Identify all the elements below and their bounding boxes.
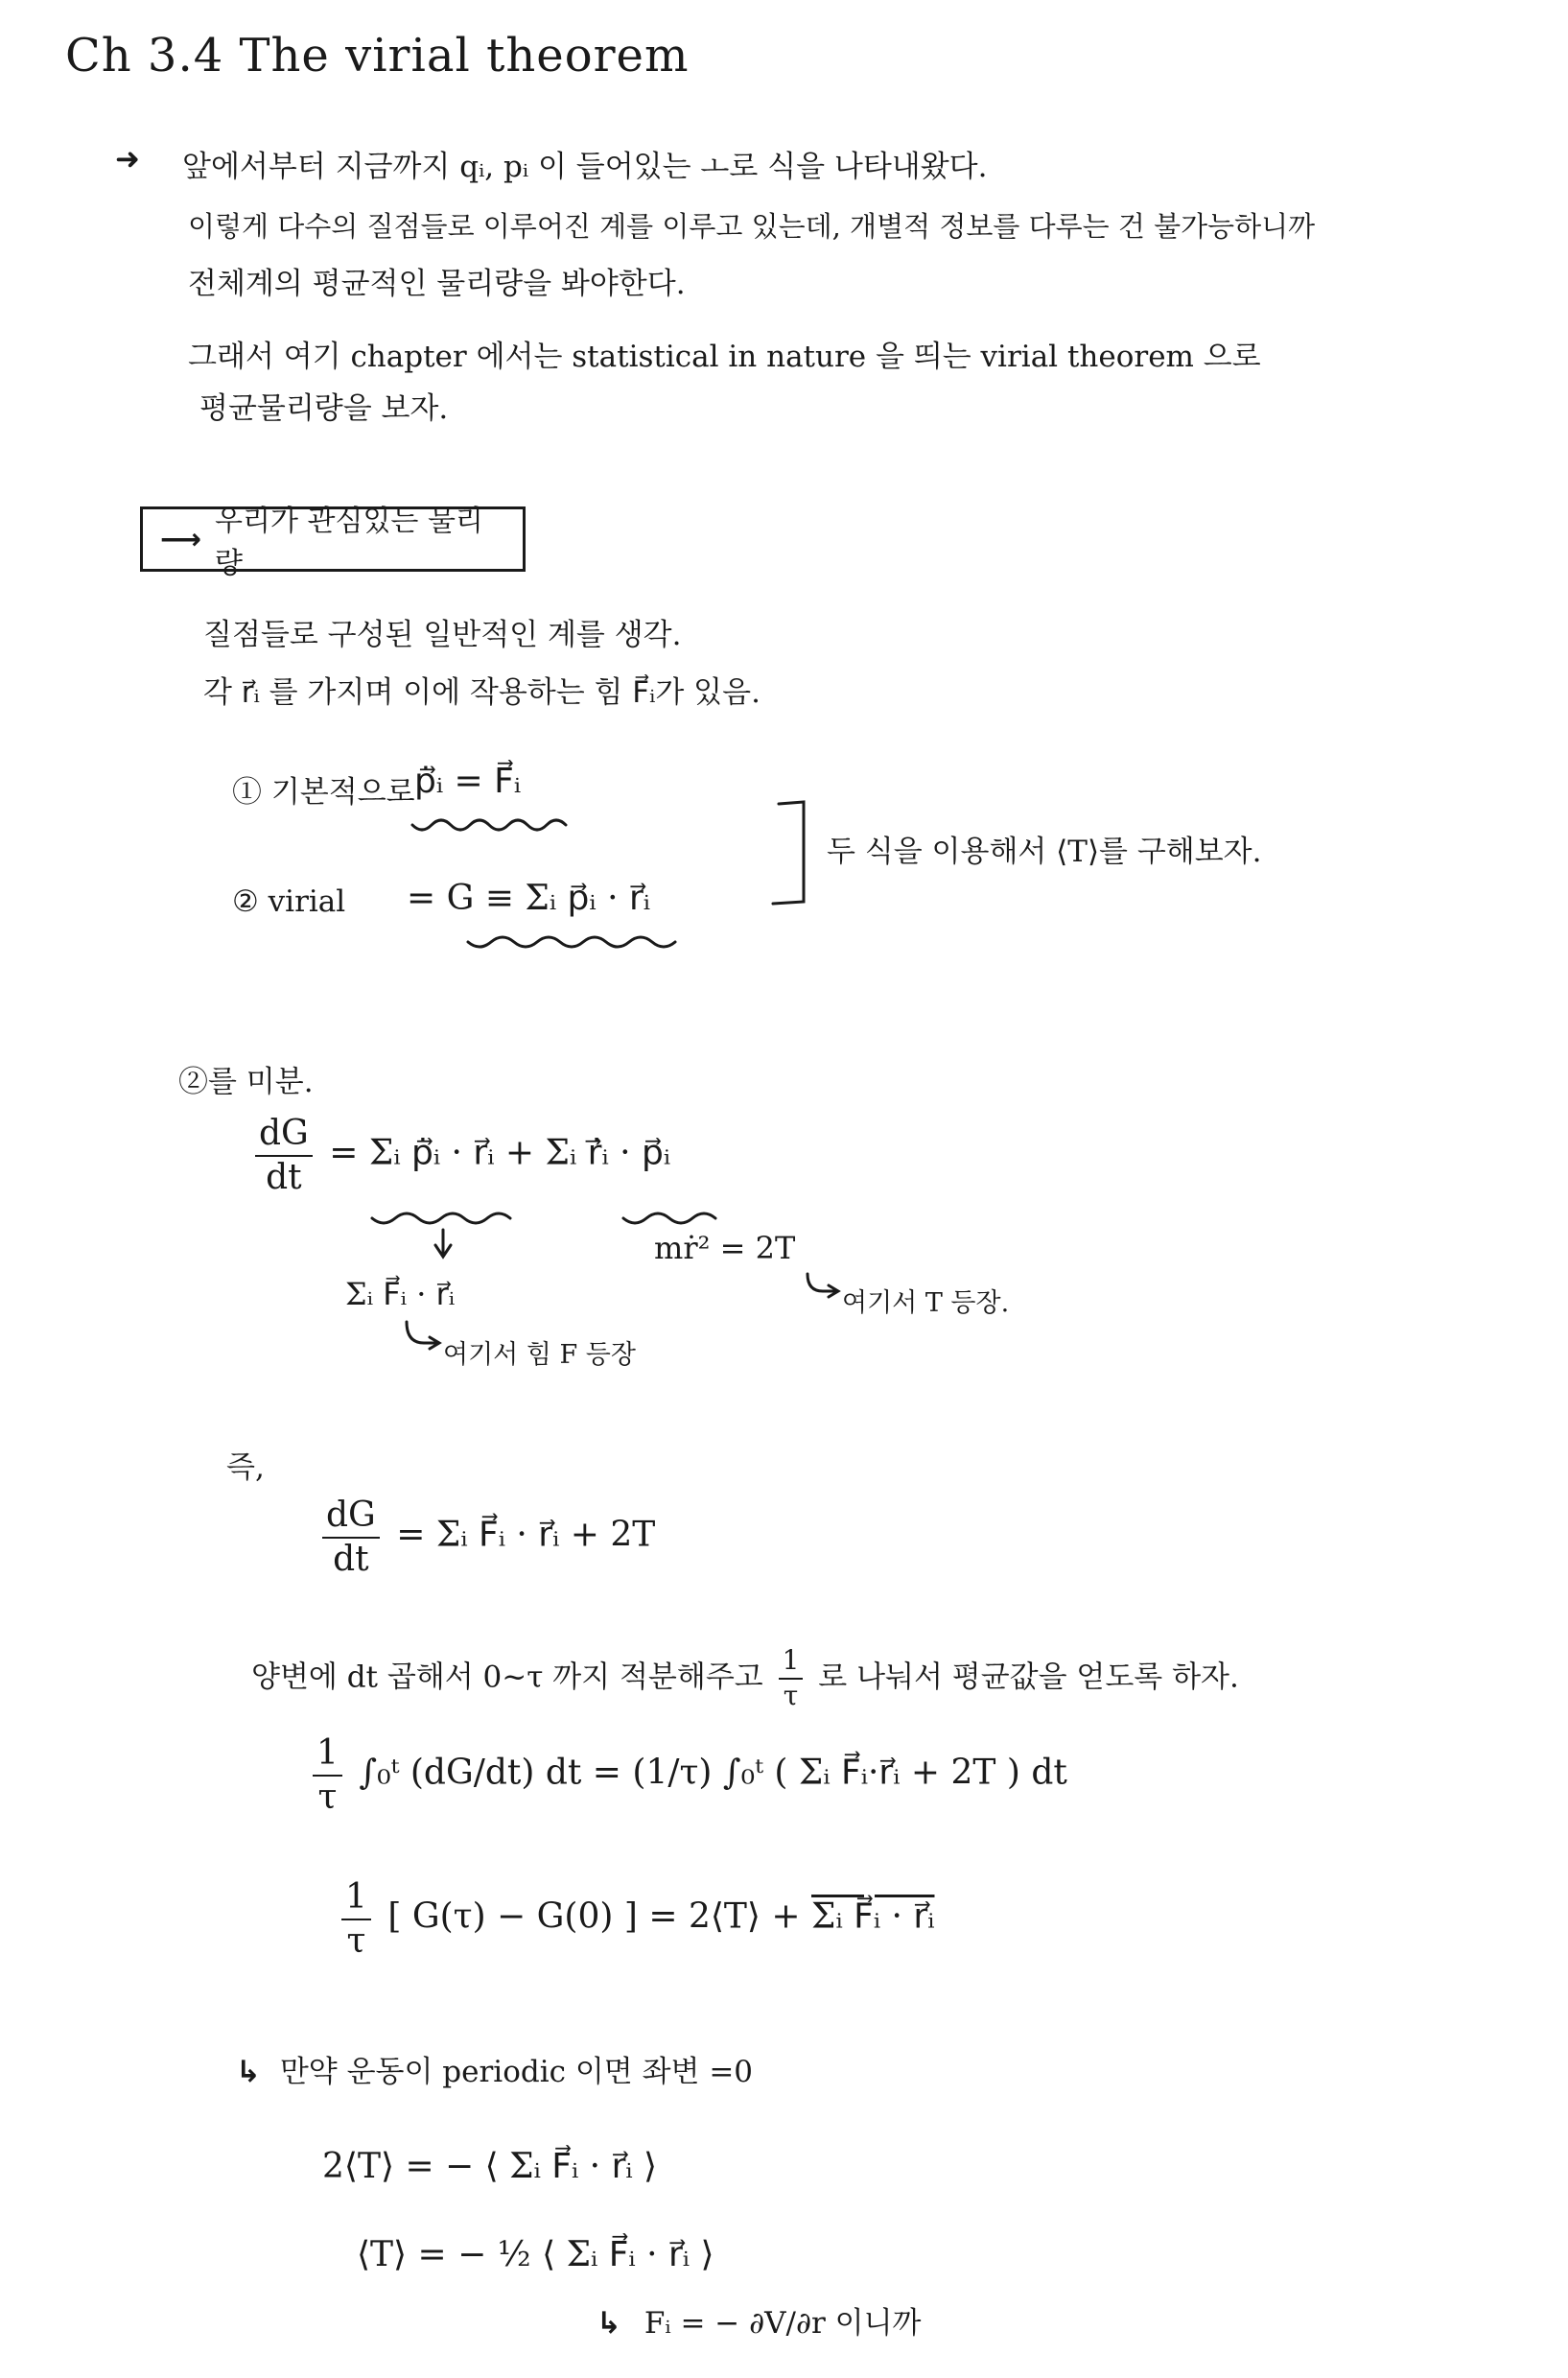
fraction-denominator: τ xyxy=(783,1679,799,1711)
corner-arrow-icon: ↳ xyxy=(236,2055,261,2089)
average-equation-2-overlined: Σᵢ F⃗ᵢ · r⃗ᵢ xyxy=(811,1896,935,1937)
fraction-denominator: dt xyxy=(333,1539,369,1579)
result-rhs: = Σᵢ F⃗ᵢ · r⃗ᵢ + 2T xyxy=(396,1515,656,1555)
fraction-one-over-tau xyxy=(341,1878,371,1960)
average-text-b: 로 나눠서 평균값을 얻도록 하자. xyxy=(818,1660,1239,1695)
fraction-dg-dt xyxy=(255,1115,313,1196)
under-right-note: 여기서 T 등장. xyxy=(842,1288,1010,1318)
result-equation xyxy=(316,1496,655,1578)
arrow-right-icon: ➜ xyxy=(115,142,140,177)
force-note xyxy=(597,2298,922,2342)
fraction-dg-dt xyxy=(322,1496,380,1578)
section-line-2: 각 r⃗ᵢ 를 가지며 이에 작용하는 힘 F⃗ᵢ가 있음. xyxy=(203,675,761,710)
arrow-right-icon: ⟶ xyxy=(160,522,202,556)
section-line-1: 질점들로 구성된 일반적인 계를 생각. xyxy=(203,618,682,652)
derivative-equation xyxy=(249,1115,670,1196)
result-label: 즉, xyxy=(226,1450,265,1485)
average-text-a: 양변에 dt 곱해서 0~τ 까지 적분해주고 xyxy=(251,1660,763,1695)
under-left-note: 여기서 힘 F 등장 xyxy=(443,1340,636,1370)
wavy-underline xyxy=(468,937,675,947)
periodic-equation-1: 2⟨T⟩ = − ⟨ Σᵢ F⃗ᵢ · r⃗ᵢ ⟩ xyxy=(322,2147,658,2186)
eq1-label: ① 기본적으로 xyxy=(232,775,415,810)
force-note-text: Fᵢ = − ∂V/∂r 이니까 xyxy=(644,2306,922,2341)
average-text xyxy=(251,1646,1239,1711)
down-arrow-icon xyxy=(435,1230,451,1257)
fraction-one-over-tau xyxy=(313,1734,342,1816)
fraction-numerator: dG xyxy=(322,1496,380,1539)
intro-line-5: 평균물리량을 보자. xyxy=(199,391,449,426)
right-bracket xyxy=(773,802,804,904)
section-header-box xyxy=(140,505,526,580)
average-equation-2-left: [ G(τ) − G(0) ] = 2⟨T⟩ + xyxy=(387,1896,812,1937)
periodic-equation-2: ⟨T⟩ = − ½ ⟨ Σᵢ F⃗ᵢ · r⃗ᵢ ⟩ xyxy=(357,2235,714,2274)
eq2-label: ② virial xyxy=(232,884,346,919)
fraction-denominator: τ xyxy=(346,1920,366,1961)
fraction-denominator: τ xyxy=(317,1777,338,1817)
fraction-one-over-tau xyxy=(779,1646,804,1711)
hook-arrow-icon xyxy=(807,1274,838,1297)
intro-line-4: 그래서 여기 chapter 에서는 statistical in nature 을 띄는 virial theorem 으로 xyxy=(188,340,1261,374)
page-title: Ch 3.4 The virial theorem xyxy=(65,29,690,82)
intro-line-3: 전체계의 평균적인 물리량을 봐야한다. xyxy=(188,267,686,301)
wavy-underline xyxy=(372,1213,510,1223)
fraction-denominator: dt xyxy=(266,1157,302,1197)
under-right-expression: mṙ² = 2T xyxy=(654,1230,796,1266)
eq1: ṗ⃗ᵢ = F⃗ᵢ xyxy=(414,762,522,801)
average-equation-2 xyxy=(336,1878,934,1960)
under-left-expression: Σᵢ F⃗ᵢ · r⃗ᵢ xyxy=(345,1276,456,1312)
eq2: = G ≡ Σᵢ p⃗ᵢ · r⃗ᵢ xyxy=(407,879,651,918)
average-equation-1-body: ∫₀ᵗ (dG/dt) dt = (1/τ) ∫₀ᵗ ( Σᵢ F⃗ᵢ·r⃗ᵢ + 2T ) dt xyxy=(359,1753,1067,1793)
fraction-numerator: 1 xyxy=(313,1734,342,1777)
derivative-rhs: = Σᵢ ṗ⃗ᵢ · r⃗ᵢ + Σᵢ ṙ⃗ᵢ · p⃗ᵢ xyxy=(329,1133,671,1173)
wavy-underline xyxy=(412,820,566,830)
hook-arrow-icon xyxy=(407,1322,439,1349)
periodic-note xyxy=(236,2047,753,2090)
average-equation-1 xyxy=(307,1734,1067,1816)
fraction-numerator: 1 xyxy=(779,1646,804,1680)
wavy-underline xyxy=(623,1213,715,1223)
fraction-numerator: dG xyxy=(255,1115,313,1157)
intro-line-2: 이렇게 다수의 질점들로 이루어진 계를 이루고 있는데, 개별적 정보를 다루는 건 불가능하니까 xyxy=(188,210,1316,243)
derivative-label: ②를 미분. xyxy=(178,1065,314,1099)
fraction-numerator: 1 xyxy=(341,1878,371,1920)
corner-arrow-icon: ↳ xyxy=(597,2306,621,2341)
section-header-label: 우리가 관심있는 물리량 xyxy=(215,505,483,580)
brace-note: 두 식을 이용해서 ⟨T⟩를 구해보자. xyxy=(827,835,1262,869)
intro-line-1: 앞에서부터 지금까지 qᵢ, pᵢ 이 들어있는 ㅗ로 식을 나타내왔다. xyxy=(182,150,988,184)
periodic-note-text: 만약 운동이 periodic 이면 좌변 =0 xyxy=(279,2055,754,2089)
